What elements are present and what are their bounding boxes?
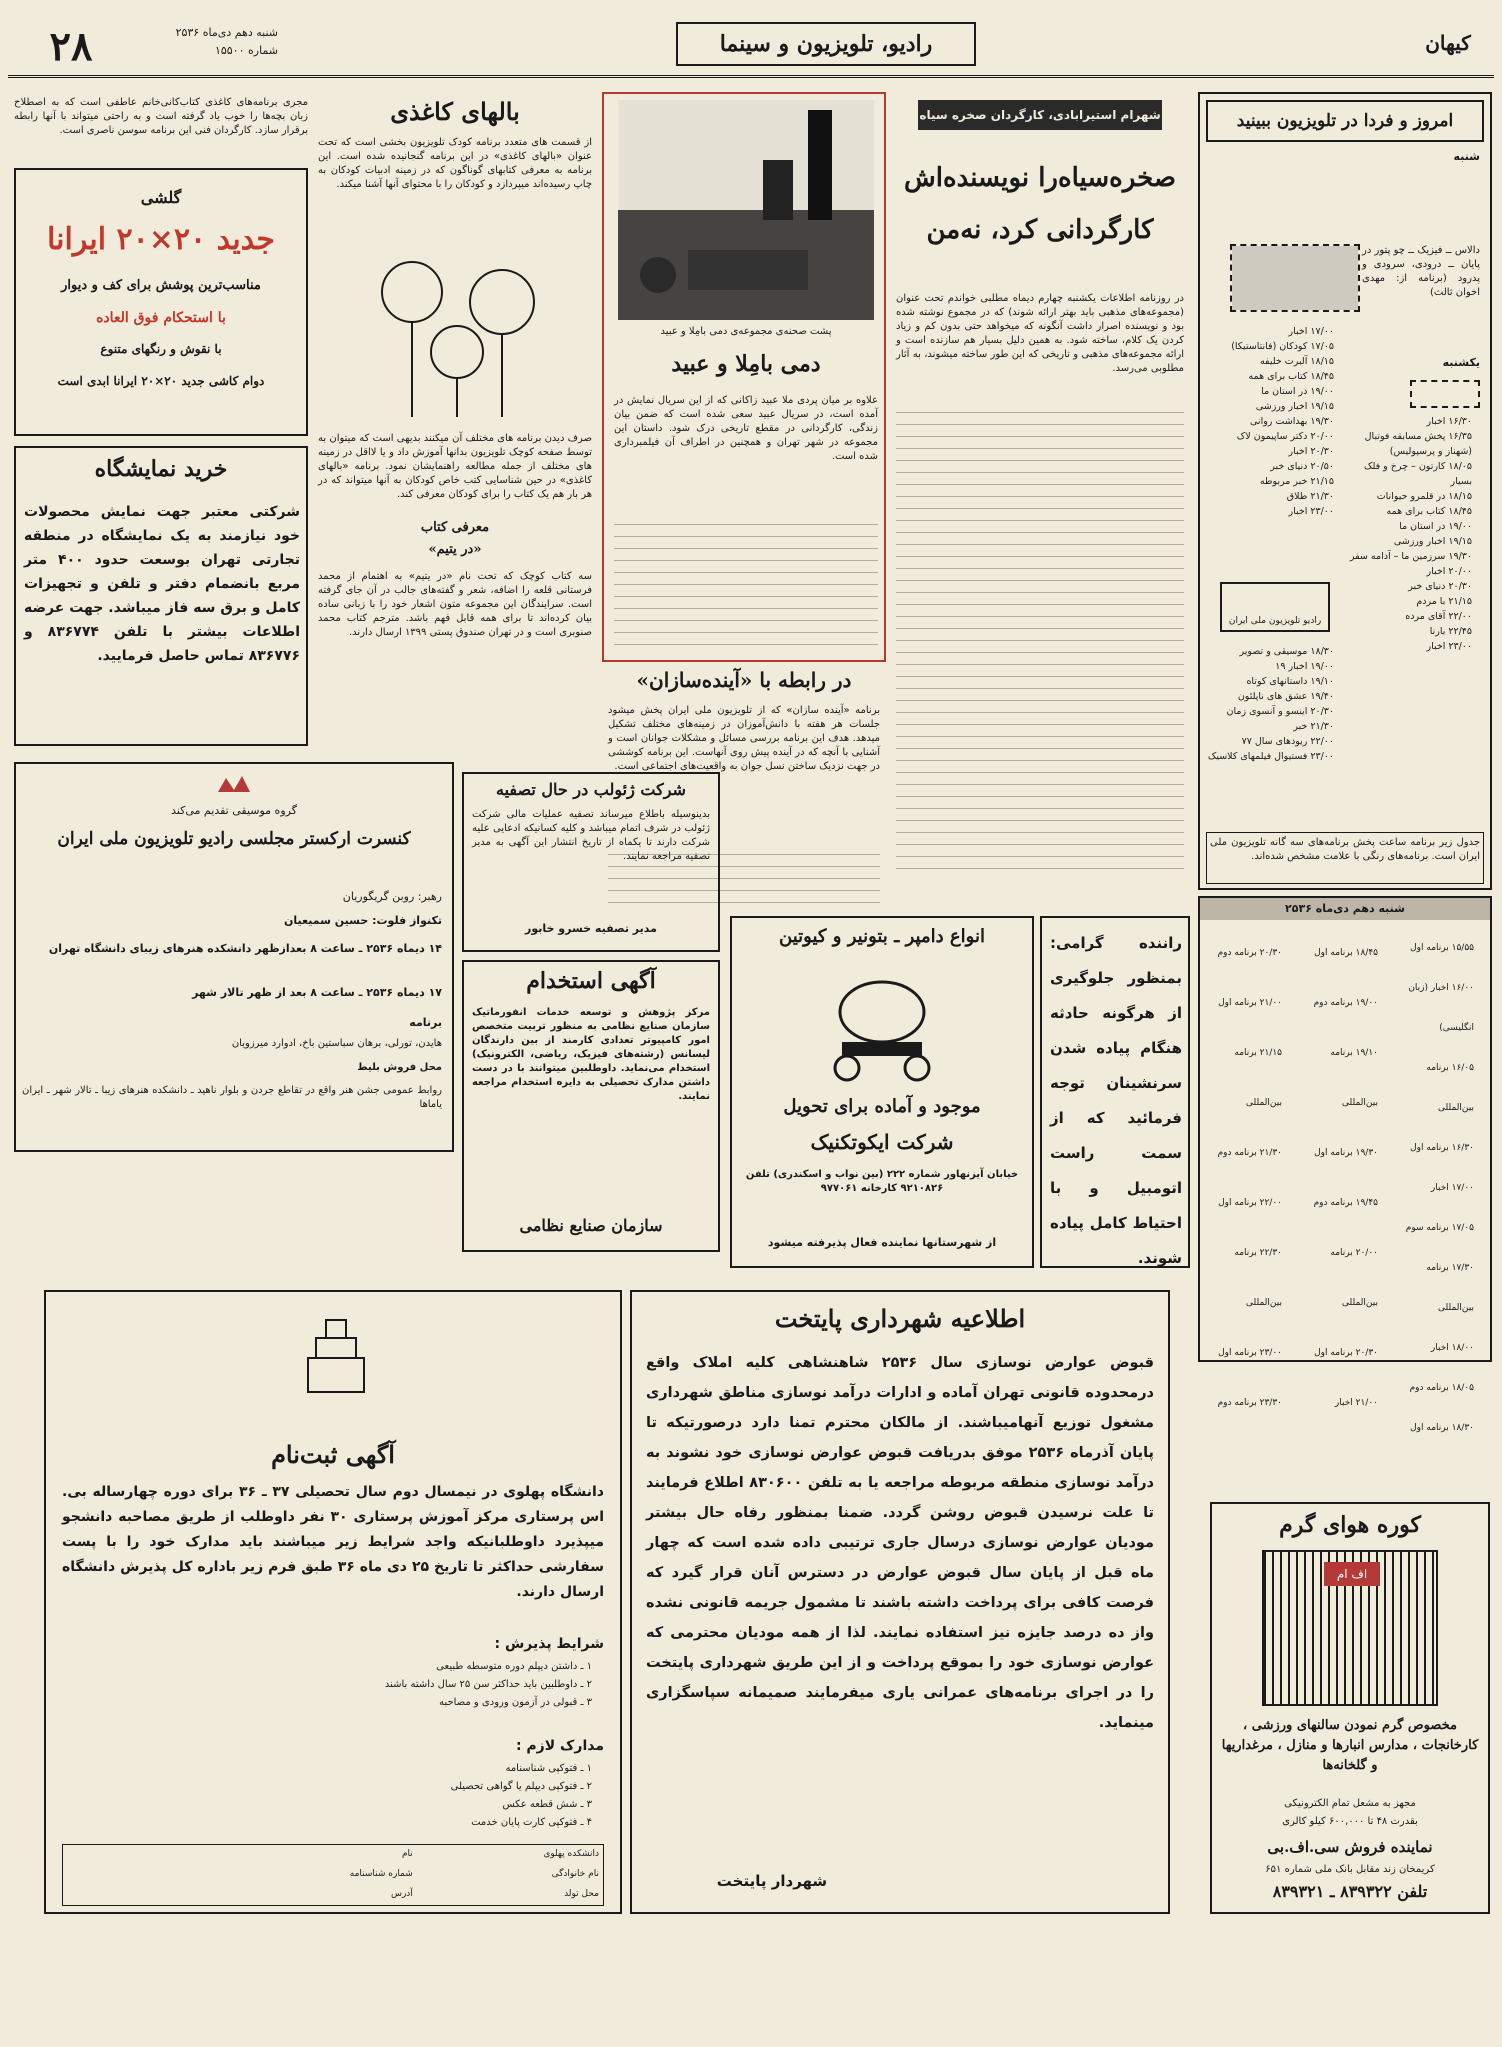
document-item: ۳ ـ شش قطعه عکس [502,1799,592,1810]
heater-line-3: بقدرت ۴۸ تا ۶۰۰,۰۰۰ کیلو کالری [1282,1816,1418,1827]
tv-item: ۱۹/۳۰ سرزمین ما – آدامه سفر [1349,551,1472,562]
radio-col-2 [1300,928,1390,1408]
zoolab-title: شرکت ژئولب در حال تصفیه [496,780,686,799]
tv-item: ۲۱/۱۵ با مردم [1416,596,1472,607]
photo-story [602,92,886,662]
photo-story-body: علاوه بر میان پردی ملا عبید زاکانی که از این سریال نمایش در آمده است، در سریال عبید سعی شده است که ضمن بیان زندگی، کارگردانی در مقطع تاریخی درک شود. داستان این مجموعه در شهر تهران و همچنین در اطراف آن فیلمبرداری شده است. [614,395,878,462]
tv-logo-2 [1410,380,1480,408]
page-number: ۲۸ [49,23,93,70]
document-item: ۴ ـ فتوکپی کارت پایان خدمت [471,1817,592,1828]
book-intro-body: سه کتاب کوچک که تحت نام «در یتیم» به اهتمام از محمد فرستانی قلعه را اضافه، شعر و گفته‌های جالب در آن جای گرفته است. سرایندگان این مجموعه متون اشعار خود را با زبانی ساده بیان کرده‌اند تا برای همه قابل فهم باشد. مترجم کتاب محمد صنوبری است و در تهران صندوق پستی ۱۳۹۹ ارسال دارند. [318,571,592,638]
heater-title: کوره هوای گرم [1279,1512,1421,1538]
tv-item: ۱۷/۰۵ کودکان (فانتاستیکا) [1231,341,1334,352]
radio-col-1 [1396,928,1486,1433]
paper-balloons-body-1: از قسمت های متعدد برنامه کودک تلویزیون بخشی است که تحت عنوان «بالهای کاغذی» در این برنامه گنجانیده شده است. این برنامه به معرفی کتابهای گوناگون که در زمینه ادبیات کودکان به چاپ رسیده‌اند میپردازد و کودکان را با محتوای آنها آشنا میکند. [318,137,592,190]
tv-item: ۲۲/۰۰ آقای مرده [1405,611,1472,622]
radio-item: ۲۳/۳۰ برنامه دوم [1217,1398,1282,1408]
radio-item: ۱۶/۰۵ برنامه بین‌المللی [1426,1063,1474,1113]
photo-story-caption: پشت صحنه‌ی مجموعه‌ی دمی بامِلا و عبید [660,326,832,337]
masthead [8,8,1494,78]
municipality-notice [630,1290,1170,1914]
radio-item: ۱۸/۰۵ برنامه دوم [1409,1383,1474,1393]
concert-date-1: ۱۴ دیماه ۲۵۳۶ ـ ساعت ۸ بعدازظهر دانشکده هنرهای زیبای دانشگاه تهران [48,942,442,955]
kilim-line-3: با نقوش و رنگهای متنوع [100,342,222,356]
logo: کیهان [1425,31,1471,55]
radio-item: ۲۲/۰۰ برنامه اول [1218,1198,1282,1208]
concert-soloist: تکنواز فلوت: حسین سمیعیان [284,914,442,927]
tv-item: ۱۹/۱۰ داستانهای کوتاه [1246,676,1334,687]
tv-item: ۱۶/۳۰ اخبار [1426,416,1472,427]
radio-item: ۲۱/۱۵ برنامه بین‌المللی [1234,1048,1282,1108]
form-field-label: شماره شناسنامه [349,1869,413,1879]
tv-item: ۲۲/۴۵ بارنا [1429,626,1472,637]
driver-notice [1040,916,1190,1268]
tv-item: ۱۸/۴۵ کتاب برای همه [1386,506,1472,517]
book-intro-book: «در یتیم» [428,542,482,557]
form-field-label: آدرس [390,1889,413,1899]
concert-conductor: رهبر: روبن گریگوریان [342,890,442,903]
feature-article [890,92,1190,882]
radio-item: ۲۱/۰۰ اخبار [1334,1398,1378,1408]
radio-item: ۲۰/۳۰ برنامه دوم [1217,948,1282,958]
tv-item: ۱۹/۰۰ اخبار ۱۹ [1275,661,1334,672]
tv-item: ۱۸/۱۵ آلبرت خلیفه [1259,356,1334,367]
radio-item: ۱۸/۴۵ برنامه اول [1314,948,1378,958]
tv-item: ۱۹/۱۵ اخبار ورزشی [1255,401,1334,412]
radio-item: ۲۲/۳۰ برنامه بین‌المللی [1234,1248,1282,1308]
paper-balloons-body-2: صرف دیدن برنامه های مختلف آن میکنند بدیهی است که میتوان به توسط صفحه کوچک تلویزیون بدانها آموزش داد و یا لااقل در زمینه های مختلف از جمله مطالعه راهنمایشان نمود. برنامه «بالهای کاغذی» در حین شناسایی کتب خاص کودکان به آنها میتواند که در هر بار هم یک کتاب را برای کودکان معرفی کند. [318,433,592,500]
heater-unit-icon [1262,1550,1438,1706]
radio-item: ۱۶/۰۰ اخبار (زبان انگلیسی) [1408,983,1474,1033]
radio-item: ۱۸/۰۰ اخبار [1430,1343,1474,1353]
tv-item: ۲۳/۰۰ اخبار [1288,506,1334,517]
concert-program-label: برنامه [409,1016,442,1029]
employment-signer: سازمان صنایع نظامی [519,1216,663,1235]
employment-ad [462,960,720,1252]
tv-item: ۲۱/۱۵ خبر مربوطه [1259,476,1334,487]
mixer-company: شرکت ایکوتکنیک [810,1130,954,1154]
condition-item: ۳ ـ قبولی در آزمون ورودی و مصاحبه [439,1697,592,1708]
registration-ad [44,1290,622,1914]
tv-item: ۱۸/۰۵ کارتون – چرخ و فلک بسیار [1363,461,1472,487]
tv-channel-logo-text: رادیو تلویزیون ملی ایران [1228,616,1322,626]
tv-note: جدول زیر برنامه ساعت پخش برنامه‌های سه گانه تلویزیون ملی ایران است. برنامه‌های رنگی با علامت مشخص شده‌اند. [1206,832,1484,884]
employment-body: مرکز پژوهش و توسعه خدمات انفورماتیک سازمان صنایع نظامی به منظور تربیت متخصص امور کامپیوتر تعدادی کارمند از بین دارندگان لیسانس (رشته‌های فیزیک، ریاضی، الکترونیک) استخدام می‌نماید. داوطلبین میتوانند با در دست داشتن مدارک تحصیلی به دایره استخدام مراجعه نمایند. [472,1007,710,1102]
tv-item: ۲۰/۰۰ دکتر ساپیمون لاک [1236,431,1334,442]
municipality-body: قبوض عوارض نوسازی سال ۲۵۳۶ شاهنشاهی کلیه املاک واقع درمحدوده قانونی تهران آماده و ادارات درآمد نوسازی مناطق شهرداری مشغول توزیع آنهامیباشند. از مالکان محترم تمنا دارد درصورتیکه تا پایان آذرماه ۲۵۳۶ موفق بدریافت قبوض عوارض نوسازی خود نشوند به درآمد نوسازی منطقه مربوطه مراجعه یا به تلفن ۸۳۰۶۰۰ اطلاع فرمایند تا علت نرسیدن قبوض روشن گردد. ضمنا بمنظور رفاه حال بیشتر مودیان عوارض نوسازی درسال جاری ترتیبی داده شده است که چهار ماه قبل از پایان سال قبوض عوارض در دسترس آنان قرار گیرد که فرصت کافی برای پرداخت داشته باشند تا مشمول جریمه قانونی نشده واز ده درصد جایزه نیز استفاده نمایند. لذا از همه مودیان محترمی که عوارض نوسازی خود را بموقع پرداخت و از این طریق شهرداری پایتخت را در اجرای برنامه‌های عمرانی یاری میفرمایند صمیمانه سپاسگزاری مینماید. [646,1355,1155,1731]
photo-figures-icon [618,100,874,320]
feature-body: در روزنامه اطلاعات یکشنبه چهارم دیماه مطلبی خواندم تحت عنوان (مجموعه‌های مذهبی باید بهتر ارائه شوند) که در مجموع نوشته شده بود و نویسنده اصرار داشت آنگونه که میخواهد حتی بدون کم و زیاد کردن یک کلام، ساخته شود. به همین دلیل بسیار هم سازنده است و ارائه مجموعه‌های مذهبی و تاریخی که این طور ساخته میشوند، به آثار مطلوبی می‌رسد. [896,293,1184,374]
sunflower-icon [352,232,562,422]
tv-item: ۱۷/۰۰ اخبار [1288,326,1334,337]
tv-item: ۲۰/۳۰ دنیای خبر [1408,581,1472,592]
kilim-ad [14,168,308,436]
mixer-title: انواع دامپر ـ بتونیر و کیوتین [779,926,985,947]
kilim-headline: جدید ۲۰×۲۰ ایرانا [47,222,275,257]
conditions-title: شرایط پذیرش : [494,1636,604,1652]
tv-item: ۱۹/۰۰ در استان ما [1261,386,1334,397]
photo-story-body-continued [614,524,878,654]
future-builders-title: در رابطه با «آینده‌سازان» [636,668,852,692]
heater-seller: نماینده فروش سی.اف.بی [1267,1838,1433,1856]
book-intro-title: معرفی کتاب [420,520,490,535]
radio-item: ۱۸/۳۰ برنامه اول [1410,1423,1474,1433]
exhibition-title: خرید نمایشگاه [94,456,228,482]
radio-item: ۲۳/۰۰ برنامه اول [1218,1348,1282,1358]
tv-schedule-title: امروز و فردا در تلویزیون ببینید [1206,100,1484,142]
form-field-label: نام [401,1849,413,1859]
exhibition-ad [14,446,308,746]
exhibition-body: شرکتی معتبر جهت نمایش محصولات خود نیازمند به یک نمایشگاه در منطقه تجارتی تهران بوسعت حدود ۴۰۰ متر مربع بانضمام دفتر و تلفن و تجهیزات کامل و برق سه فاز میباشد. جهت عرضه اطلاعات بیشتر با تلفن ۸۳۶۷۷۴ و ۸۳۶۷۷۶ تماس حاصل فرمایید. [24,504,301,664]
zoolab-signer: مدیر تصفیه خسرو خابور [525,922,657,935]
tv-item: ۱۶/۳۵ پخش مسابقه فوتبال (شهناز و پرسپولیس) [1364,431,1472,457]
radio-item: ۱۹/۳۰ برنامه اول [1314,1148,1378,1158]
radio-item: ۱۶/۳۰ برنامه اول [1410,1143,1474,1153]
radio-item: ۲۰/۳۰ برنامه اول [1314,1348,1378,1358]
zoolab-body: بدینوسیله باطلاع میرساند تصفیه عملیات مالی شرکت ژئولب در شرف اتمام میباشد و کلیه کسانیکه ادعایی علیه شرکت دارند تا یکماه از تاریخ انتشار این آگهی به مدیر تصفیه مراجعه نمایند. [472,809,710,862]
concert-tickets-label: محل فروش بلیط [357,1062,442,1073]
tv-item: ۲۰/۳۰ اینسو و آنسوی زمان [1226,706,1334,717]
document-item: ۱ ـ فتوکپی شناسنامه [505,1763,592,1774]
tv-day1: شنبه [1453,150,1480,163]
feature-kicker: شهرام استیرابادی، کارگردان صخره سیاه [918,100,1162,130]
mixer-address: خیابان آیزنهاور شماره ۲۲۲ (بین نواب و اسکندری) تلفن ۹۲۱۰۸۲۶ کارخانه ۹۷۷۰۶۱ [745,1169,1019,1194]
form-field-label: نام خانوادگی [551,1869,599,1879]
driver-notice-text: راننده گرامی: بمنظور جلوگیری از هرگونه حادثه هنگام پیاده شدن سرنشینان توجه فرمائید که از سمت راست اتومبیل و با احتیاط کامل پیاده شوند. [1050,934,1182,1267]
kilim-line-2: با استحکام فوق العاده [96,310,226,326]
tv-list-2 [1206,324,1346,574]
radio-item: ۱۷/۰۰ اخبار [1430,1183,1474,1193]
form-field-label: محل تولد [564,1889,599,1899]
documents-title: مدارک لازم : [515,1738,604,1754]
tv-list-3 [1206,644,1346,824]
form-field-label: دانشکده پهلوی [543,1849,599,1859]
kilim-line-4: دوام کاشی جدید ۲۰×۲۰ ایرانا ابدی است [57,374,265,388]
concert-tickets: روابط عمومی جشن هنر واقع در تقاطع جردن و بلوار ناهید ـ دانشکده هنرهای زیبا ـ تالار شهر ـ ایران یاماها [22,1085,442,1110]
tv-item: ۱۸/۱۵ در قلمرو حیوانات [1376,491,1472,502]
concert-ad [14,762,454,1152]
kilim-brand: گلشی [140,188,182,207]
tv-list-1 [1344,414,1484,794]
kilim-line-1: مناسب‌ترین پوشش برای کف و دیوار [61,278,261,293]
tv-item: ۲۰/۰۰ اخبار [1426,566,1472,577]
radio-item: ۲۱/۰۰ برنامه اول [1218,998,1282,1008]
registration-title: آگهی ثبت‌نام [271,1440,395,1469]
date-line: شنبه دهم دی‌ماه ۲۵۳۶ [175,26,278,39]
municipality-signer: شهردار پایتخت [716,1872,828,1890]
heater-ad [1210,1502,1490,1914]
heater-address: کریمخان زند مقابل بانک ملی شماره ۶۵۱ [1265,1864,1435,1875]
radio-item: ۱۵/۵۵ برنامه اول [1410,943,1474,953]
tv-logo-1 [1230,244,1360,312]
radio-item: ۱۹/۴۵ برنامه دوم [1313,1198,1378,1208]
condition-item: ۲ ـ داوطلبین باید حداکثر سن ۲۵ سال داشته باشند [384,1679,592,1690]
mixer-ad [730,916,1034,1268]
radio-item: ۱۹/۱۰ برنامه بین‌المللی [1330,1048,1378,1108]
tv-item: ۲۱/۳۰ خبر [1293,721,1334,732]
registration-body: دانشگاه پهلوی در نیمسال دوم سال تحصیلی ۳۷ ـ ۳۶ برای دوره چهارساله بی. اس پرستاری مرکز آموزش پرستاری ۳۰ نفر داوطلب از طریق مصاحبه دانشجو میپذیرد داوطلبانیکه واجد شرایط زیر میباشند باید مدارک خود را با پست سفارشی حداکثر تا تاریخ ۲۵ دی ماه ۳۶ طبق فرم زیر باداره کل پذیرش دانشگاه ارسال دارند. [62,1484,605,1600]
paper-balloons [312,92,598,512]
zoolab-ad [462,772,720,952]
section-title: رادیو، تلویزیون و سینما [676,22,976,66]
issue-line: شماره ۱۵۵۰۰ [214,44,278,57]
radio-item: ۱۹/۰۰ برنامه دوم [1313,998,1378,1008]
municipality-title: اطلاعیه شهرداری پایتخت [774,1304,1026,1333]
tv-item: ۲۳/۰۰ اخبار [1426,641,1472,652]
mixer-machine-icon [812,962,952,1082]
heater-line-2: مجهز به مشعل تمام الکترونیکی [1284,1798,1416,1809]
documents-list [64,1760,604,1836]
tv-item: ۲۲/۰۰ ریودهای سال ۷۷ [1241,736,1334,747]
concert-date-2: ۱۷ دیماه ۲۵۳۶ ـ ساعت ۸ بعد از ظهر تالار شهر [192,986,442,999]
radio-col-3 [1204,928,1294,1408]
employment-title: آگهی استخدام [526,968,656,994]
tv-schedule [1198,92,1492,890]
tv-programs-intro: دالاس ــ فیزیک ــ چو پتور در پایان ــ درودی، سرودی و پدرود (برنامه از: مهدی اخوان ثالث) [1362,245,1480,298]
tv-item: ۲۱/۳۰ طلاق [1286,491,1334,502]
document-item: ۲ ـ فتوکپی دیپلم یا گواهی تحصیلی [450,1781,592,1792]
concert-program: هایدن، تورلی، برهان سباستین باخ، ادوارد میرزویان [231,1038,442,1049]
heater-brand-badge: اف ام [1324,1562,1380,1586]
paper-balloons-title: بالهای کاغذی [390,97,520,126]
condition-item: ۱ ـ داشتن دیپلم دوره متوسطه طبیعی [436,1661,592,1672]
mixer-headline: موجود و آماده برای تحویل [783,1096,981,1117]
conditions-list [64,1658,604,1734]
tv-channel-logo [1220,582,1330,632]
radio-item: ۱۷/۳۰ برنامه بین‌المللی [1426,1263,1474,1313]
feature-body-continued [896,412,1184,872]
future-builders-body: برنامه «آینده سازان» که از تلویزیون ملی ایران پخش میشود جلسات هر هفته با دانش‌آموزان در زمینه‌های مختلف تشکیل میدهد. هدف این برنامه بررسی مسائل و مشکلات جوانان است و آشنایی با آنچه که در آینده پیش روی آنهاست. این برنامه کوششی در جهت نزدیک ساختن نسل جوان به واقعیت‌های اجتماعی است. [608,705,880,772]
tv-item: ۱۹/۱۵ اخبار ورزشی [1393,536,1472,547]
tv-item: ۲۳/۰۰ فستیوال فیلمهای کلاسیک [1207,751,1334,762]
flowers-illustration [352,232,562,422]
tv-day2: یکشنبه [1442,356,1480,369]
tv-item: ۱۸/۴۵ کتاب برای همه [1248,371,1334,382]
radio-schedule [1198,896,1492,1433]
tv-item: ۱۸/۳۰ موسیقی و تصویر [1239,646,1334,657]
top-blurb: مجری برنامه‌های کاغذی کتاب‌کانی‌خانم عاطفی است که به اصطلاح زبان بچه‌ها را خوب یاد گرفته است و به راحتی میتواند با آنها رابطه برقرار سازد. کارگردان فنی این برنامه سوسن ناصری است. [14,97,308,136]
radio-item: ۱۷/۰۵ برنامه سوم [1405,1223,1474,1233]
radio-header: شنبه دهم دی‌ماه ۲۵۳۶ [1200,898,1490,920]
university-emblem-icon [306,1316,366,1396]
book-intro [312,520,598,750]
heater-phone: تلفن ۸۳۹۳۲۲ ـ ۸۳۹۳۲۱ [1272,1882,1428,1901]
radio-item: ۲۰/۰۰ برنامه بین‌المللی [1330,1248,1378,1308]
tv-item: ۱۹/۳۰ بهداشت روانی [1250,416,1334,427]
concert-emblem-icon [216,772,252,798]
mixer-note: از شهرستانها نماینده فعال پذیرفته میشود [767,1236,997,1249]
tv-item: ۱۹/۰۰ در استان ما [1399,521,1472,532]
heater-line-1: مخصوص گرم نمودن سالنهای ورزشی ، کارخانجات ، مدارس انبارها و منازل ، مرغداریها و گلخانه‌ها [1221,1718,1479,1773]
concert-presenter: گروه موسیقی تقدیم می‌کند [171,804,297,817]
photo-story-headline: دمی بامِلا و عبید [671,351,821,377]
feature-headline: صخره‌سیاه‌را نویسنده‌اش کارگردانی کرد، نه‌من [903,163,1176,245]
tv-item: ۲۰/۳۰ اخبار [1288,446,1334,457]
photo-story-image [618,100,874,320]
radio-item: ۲۱/۳۰ برنامه دوم [1217,1148,1282,1158]
concert-title: کنسرت ارکستر مجلسی رادیو تلویزیون ملی ایران [57,829,411,849]
tv-item: ۱۹/۴۰ عشق های ناپلئون [1237,691,1334,702]
tv-item: ۲۰/۵۰ دنیای خبر [1270,461,1334,472]
registration-form [62,1844,604,1906]
